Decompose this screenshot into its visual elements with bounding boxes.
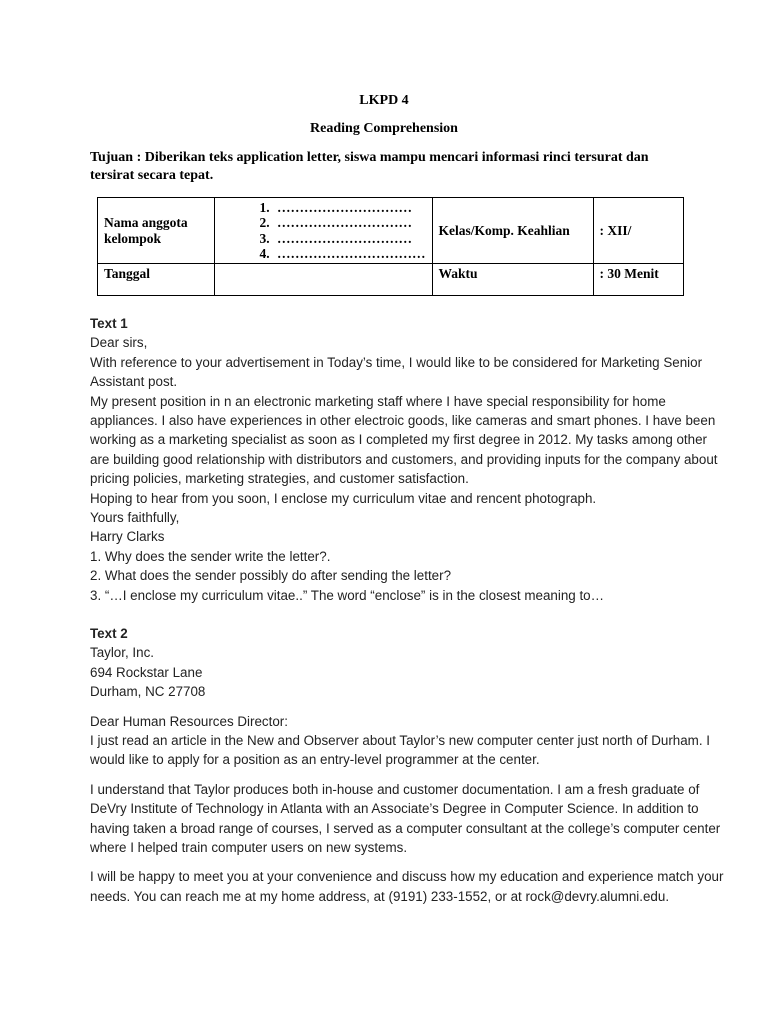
date-value-cell [215, 264, 433, 296]
page-title: LKPD 4 [359, 93, 409, 108]
student-info-table [97, 197, 684, 296]
time-label-cell: Waktu [432, 264, 593, 296]
table-row [98, 198, 684, 264]
address-line: 694 Rockstar Lane [90, 664, 203, 680]
text1-paragraph: With reference to your advertisement in Today’s time, I would like to be considered for Marketing Senior Assistant post. [90, 354, 703, 390]
text1-signature: Harry Clarks [90, 529, 165, 545]
text1-paragraph: My present position in n an electronic marketing staff where I have special responsibility for home appliances. I also have experiences in other electroic goods, like cameras and smart phones. I have been working as a marketing specialist as soon as I completed my first degree in 2012. My tasks among other are building good relationship with distributors and customers, and providing inputs for the company about pricing policies, marketing strategies, and customer satisfaction. [90, 393, 718, 487]
member-line: 3. ………………………… [273, 231, 426, 247]
class-label-cell: Kelas/Komp. Keahlian [432, 198, 593, 264]
text2-section [90, 624, 730, 906]
table-row [98, 264, 684, 296]
page-subtitle: Reading Comprehension [310, 121, 458, 136]
date-label-cell: Tanggal [98, 264, 215, 296]
member-line: 4. …………………………… [273, 246, 426, 262]
class-value-cell: : XII/ [593, 198, 684, 264]
member-list [221, 200, 426, 262]
text1-closing: Yours faithfully, [90, 510, 180, 526]
text2-paragraph: I understand that Taylor produces both in-house and customer documentation. I am a fresh graduate of DeVry Institute of Technology in Atlanta with an Associate’s Degree in Computer Science. In addition to having taken a broad range of courses, I served as a computer consultant at the college’s computer center where I helped train computer users on new systems. [90, 781, 721, 856]
text1-section [90, 314, 730, 605]
objective-text: Tujuan : Diberikan teks application letter, siswa mampu mencari informasi rinci tersurat dan tersirat secara tepat. [90, 150, 649, 183]
group-label-cell: Nama anggota kelompok [98, 198, 215, 264]
question-1: 1. Why does the sender write the letter?. [90, 548, 331, 564]
text2-salutation: Dear Human Resources Director: [90, 713, 288, 729]
member-line: 2. ………………………… [273, 215, 426, 231]
address-line: Taylor, Inc. [90, 645, 155, 661]
members-cell [215, 198, 433, 264]
text2-heading: Text 2 [90, 626, 128, 641]
text2-paragraph: I will be happy to meet you at your convenience and discuss how my education and experience match your needs. You can reach me at my home address, at (9191) 233-1552, or at rock@devry.alumni.edu. [90, 869, 724, 904]
text1-paragraph: Hoping to hear from you soon, I enclose my curriculum vitae and rencent photograph. [90, 490, 597, 506]
question-3: 3. “…I enclose my curriculum vitae..” The word “enclose” is in the closest meaning to… [90, 587, 605, 603]
address-line: Durham, NC 27708 [90, 684, 206, 700]
text1-salutation: Dear sirs, [90, 335, 148, 351]
text1-heading: Text 1 [90, 316, 128, 331]
time-value-cell: : 30 Menit [593, 264, 684, 296]
text2-paragraph: I just read an article in the New and Observer about Taylor’s new computer center just north of Durham. I would like to apply for a position as an entry-level programmer at the center. [90, 733, 710, 768]
question-2: 2. What does the sender possibly do after sending the letter? [90, 568, 452, 584]
member-line: 1. ………………………… [273, 200, 426, 216]
